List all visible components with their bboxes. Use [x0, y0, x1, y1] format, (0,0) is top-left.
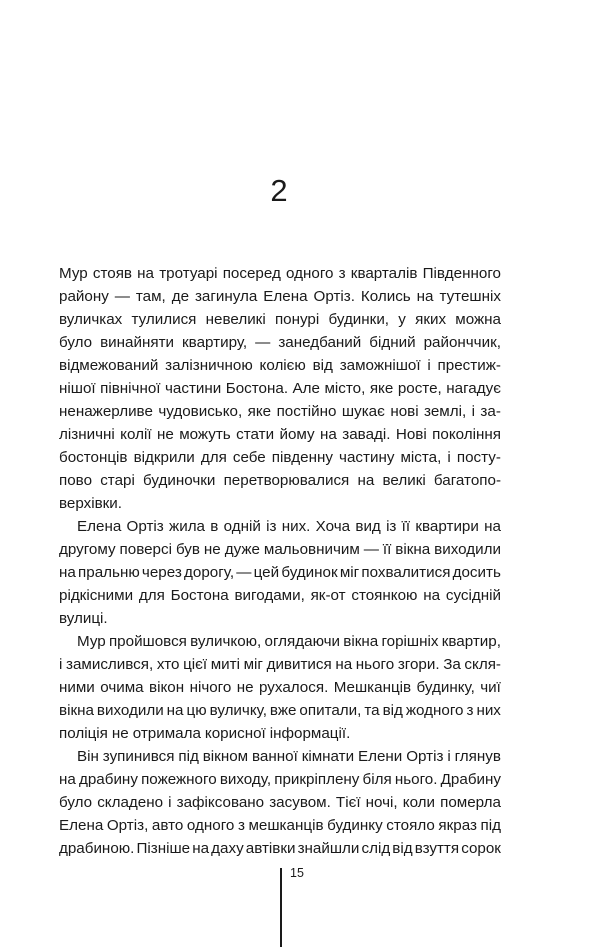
text-line: нішої північної частини Бостона. Але місто, яке росте, нагадує — [59, 380, 501, 397]
text-line: Він зупинився під вікном ванної кімнати Елени Ортіз і глянув — [77, 748, 501, 765]
text-line: пово старі будиночки перетворювалися на великі багатопо- — [59, 472, 501, 489]
text-line: було винайняти квартиру, — занедбаний бідний районччик, — [59, 334, 501, 351]
body-text — [59, 262, 501, 860]
text-line: Мур стояв на тротуарі посеред одного з кварталів Південного — [59, 265, 501, 282]
text-line: ненажерливе чудовисько, яке постійно шукає нові землі, і за- — [59, 403, 501, 420]
text-line: відмежований залізничною колією від заможнішої і престиж- — [59, 357, 501, 374]
text-line: району — там, де загинула Елена Ортіз. Колись на тутешніх — [59, 288, 501, 305]
text-line: і замислився, хто цієї миті міг дивитися на нього згори. За скля- — [59, 656, 501, 673]
text-line: ними очима вікон нічого не рухалося. Мешканців будинку, чиї — [59, 679, 501, 696]
text-line: рідкісними для Бостона вигодами, як-от стоянкою на сусідній — [59, 587, 501, 604]
text-line: другому поверсі був не дуже мальовничим — її вікна виходили — [59, 541, 501, 558]
text-line: вуличках тулилися невеликі понурі будинки, у яких можна — [59, 311, 501, 328]
text-line: Мур пройшовся вуличкою, оглядаючи вікна горішніх квартир, — [77, 633, 501, 650]
text-line: на драбину пожежного виходу, прикріплену біля нього. Драбину — [59, 771, 501, 788]
text-line: вулиці. — [59, 610, 108, 627]
text-line: було складено і зафіксовано засувом. Тієї ночі, коли померла — [59, 794, 501, 811]
text-line: поліція не отримала корисної інформації. — [59, 725, 351, 742]
text-line: верхівки. — [59, 495, 123, 512]
text-line: лізничні колії не можуть стати йому на заваді. Нові покоління — [59, 426, 501, 443]
footer-vertical-rule — [280, 868, 282, 947]
chapter-number: 2 — [270, 173, 288, 208]
text-line: бостонців відкрили для себе південну частину міста, і посту- — [59, 449, 501, 466]
text-line: Елена Ортіз жила в одній із них. Хоча вид із її квартири на — [77, 518, 501, 535]
text-line: на пральню через дорогу, — цей будинок міг похвалитися досить — [59, 564, 501, 581]
page-number: 15 — [290, 866, 304, 880]
text-line: драбиною. Пізніше на даху автівки знайшли слід від взуття сорок — [59, 840, 501, 857]
text-line: вікна виходили на цю вуличку, вже опитали, та від жодного з них — [59, 702, 501, 719]
text-line: Елена Ортіз, авто одного з мешканців будинку стояло якраз під — [59, 817, 501, 834]
